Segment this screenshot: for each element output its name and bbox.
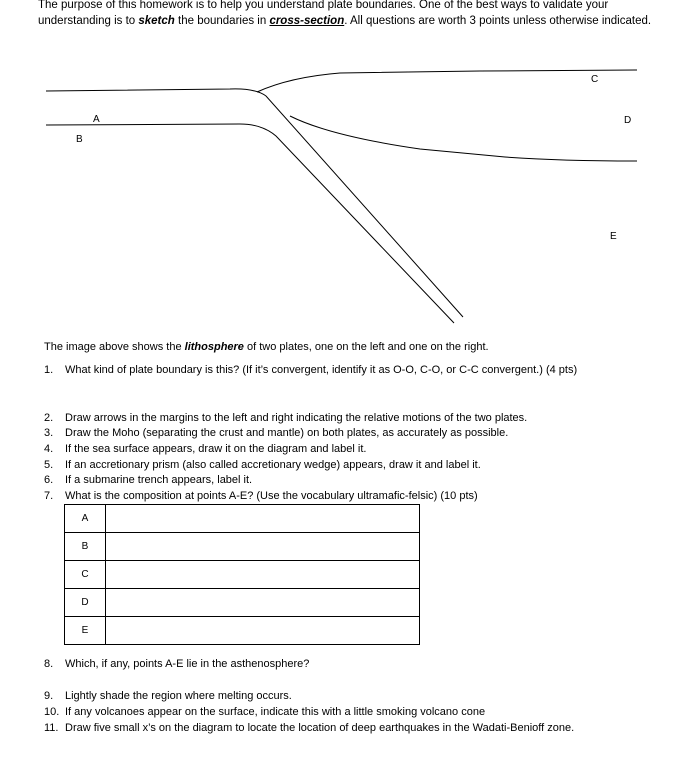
composition-table <box>64 504 420 645</box>
question-text: What is the composition at points A-E? (Use the vocabulary ultramafic-felsic) (10 pts) <box>65 490 478 502</box>
question-11 <box>44 721 574 735</box>
question-number: 3. <box>44 427 54 439</box>
left-plate-top-surface <box>46 89 463 317</box>
question-9 <box>44 689 292 703</box>
question-text: If a submarine trench appears, label it. <box>65 474 253 486</box>
row-label: B <box>65 533 106 561</box>
question-text: If an accretionary prism (also called accretionary wedge) appears, draw it and label it. <box>65 459 481 471</box>
question-number: 8. <box>44 658 54 670</box>
question-8 <box>44 657 309 671</box>
answer-cell[interactable] <box>106 617 420 645</box>
answer-cell[interactable] <box>106 589 420 617</box>
question-1 <box>44 363 577 377</box>
question-number: 1. <box>44 364 54 376</box>
question-number: 6. <box>44 474 54 486</box>
intro-text-3: . All questions are worth 3 points unless otherwise indicated. <box>344 14 652 27</box>
row-label: A <box>65 505 106 533</box>
label-b: B <box>76 134 83 145</box>
row-label: D <box>65 589 106 617</box>
question-4 <box>44 442 366 456</box>
question-number: 5. <box>44 459 54 471</box>
label-e: E <box>610 231 617 242</box>
question-number: 10. <box>44 706 60 718</box>
question-10 <box>44 705 485 719</box>
label-d: D <box>624 115 632 126</box>
question-7 <box>44 489 478 503</box>
question-number: 4. <box>44 443 54 455</box>
intro-emph-cross-section: cross-section <box>269 14 345 27</box>
question-number: 2. <box>44 412 54 424</box>
question-number: 9. <box>44 690 54 702</box>
question-text: Draw the Moho (separating the crust and mantle) on both plates, as accurately as possible. <box>65 427 509 439</box>
label-c: C <box>591 74 599 85</box>
answer-cell[interactable] <box>106 533 420 561</box>
right-plate-top-surface <box>257 70 637 92</box>
table-row <box>65 533 420 561</box>
caption-text-2: of two plates, one on the left and one on the right. <box>243 341 489 353</box>
question-text: Draw five small x’s on the diagram to locate the location of deep earthquakes in the Wadati-Benioff zone. <box>65 722 575 734</box>
caption-text-1: The image above shows the <box>44 341 185 353</box>
row-label: C <box>65 561 106 589</box>
question-5 <box>44 458 481 472</box>
question-number: 7. <box>44 490 54 502</box>
question-text: Draw arrows in the margins to the left and right indicating the relative motions of the two plates. <box>65 412 528 424</box>
question-2 <box>44 411 527 425</box>
right-plate-base <box>290 116 637 161</box>
intro-emph-sketch: sketch <box>138 14 175 27</box>
plate-boundary-diagram <box>0 0 675 340</box>
caption-emph: lithosphere <box>184 341 244 353</box>
question-text: If the sea surface appears, draw it on the diagram and label it. <box>65 443 367 455</box>
question-text: What kind of plate boundary is this? (If it’s convergent, identify it as O-O, C-O, or C-C convergent.) (4 pts) <box>65 364 578 376</box>
row-label: E <box>65 617 106 645</box>
question-number: 11. <box>44 722 59 734</box>
question-3 <box>44 426 508 440</box>
table-row <box>65 505 420 533</box>
left-plate-base <box>46 124 454 323</box>
intro-text-2: the boundaries in <box>174 14 270 27</box>
label-a: A <box>93 114 100 125</box>
question-text: Which, if any, points A-E lie in the asthenosphere? <box>65 658 310 670</box>
answer-cell[interactable] <box>106 561 420 589</box>
table-row <box>65 589 420 617</box>
diagram-caption <box>44 340 489 354</box>
intro-text-1: The purpose of this homework is to help you understand plate boundaries. One of the best ways to validate your understanding is to <box>38 0 609 27</box>
question-text: Lightly shade the region where melting occurs. <box>65 690 292 702</box>
table-row <box>65 561 420 589</box>
table-row <box>65 617 420 645</box>
question-text: If any volcanoes appear on the surface, indicate this with a little smoking volcano cone <box>65 706 486 718</box>
question-6 <box>44 473 252 487</box>
answer-cell[interactable] <box>106 505 420 533</box>
